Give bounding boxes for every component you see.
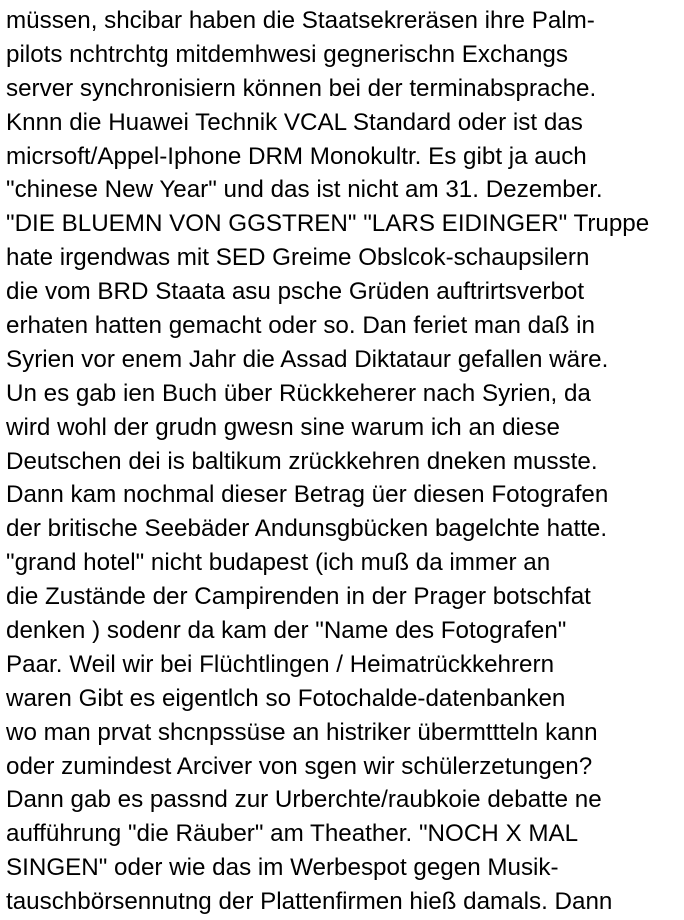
text-line: denken ) sodenr da kam der "Name des Fotografen" xyxy=(6,617,567,645)
text-line: server synchronisiern können bei der terminabsprache. xyxy=(6,74,597,102)
text-line: Dann gab es passnd zur Urberchte/raubkoie debatte ne xyxy=(6,786,602,814)
text-line: müssen, shcibar haben die Staatsekreräsen ihre Palm- xyxy=(6,7,595,34)
text-line: wo man prvat shcnpssüse an histriker übermttteln kann xyxy=(6,718,598,746)
text-line: erhaten hatten gemacht oder so. Dan feriet man daß in xyxy=(6,312,595,340)
text-line: pilots nchtrchtg mitdemhwesi gegnerischn Exchangs xyxy=(6,40,568,68)
text-line: Un es gab ien Buch über Rückkeherer nach Syrien, da xyxy=(6,379,591,407)
text-line: wird wohl der grudn gwesn sine warum ich an diese xyxy=(6,413,560,441)
text-line: waren Gibt es eigentlch so Fotochalde-datenbanken xyxy=(6,684,566,712)
text-line: die vom BRD Staata asu psche Grüden auftrirtsverbot xyxy=(6,278,585,306)
text-line: tauschbörsennutng der Plattenfirmen hieß damals. Dann xyxy=(6,888,613,916)
text-line: "DIE BLUEMN VON GGSTREN" "LARS EIDINGER" Truppe xyxy=(6,210,650,238)
text-line: Dann kam nochmal dieser Betrag üer diesen Fotografen xyxy=(6,481,609,509)
text-line: die Zustände der Campirenden in der Prager botschfat xyxy=(6,583,591,611)
text-line: aufführung "die Räuber" am Theather. "NOCH X MAL xyxy=(6,820,579,848)
text-line: Knnn die Huawei Technik VCAL Standard oder ist das xyxy=(6,108,583,136)
text-line: micrsoft/Appel-Iphone DRM Monokultr. Es gibt ja auch xyxy=(6,142,587,170)
text-line: Syrien vor enem Jahr die Assad Diktataur gefallen wäre. xyxy=(6,345,609,373)
text-line: oder zumindest Arciver von sgen wir schülerzetungen? xyxy=(6,752,593,780)
text-line: "grand hotel" nicht budapest (ich muß da immer an xyxy=(6,549,551,577)
text-line: Deutschen dei is baltikum zrückkehren dneken musste. xyxy=(6,447,598,475)
text-line: "chinese New Year" und das ist nicht am 31. Dezember. xyxy=(6,176,603,204)
text-line: der britische Seebäder Andunsgbücken bagelchte hatte. xyxy=(6,515,608,543)
text-line: Paar. Weil wir bei Flüchtlingen / Heimatrückkehrern xyxy=(6,650,555,678)
text-line: hate irgendwas mit SED Greime Obslcok-schaupsilern xyxy=(6,244,590,272)
text-body xyxy=(6,4,682,919)
text-line: SINGEN" oder wie das im Werbespot gegen Musik- xyxy=(6,854,559,882)
